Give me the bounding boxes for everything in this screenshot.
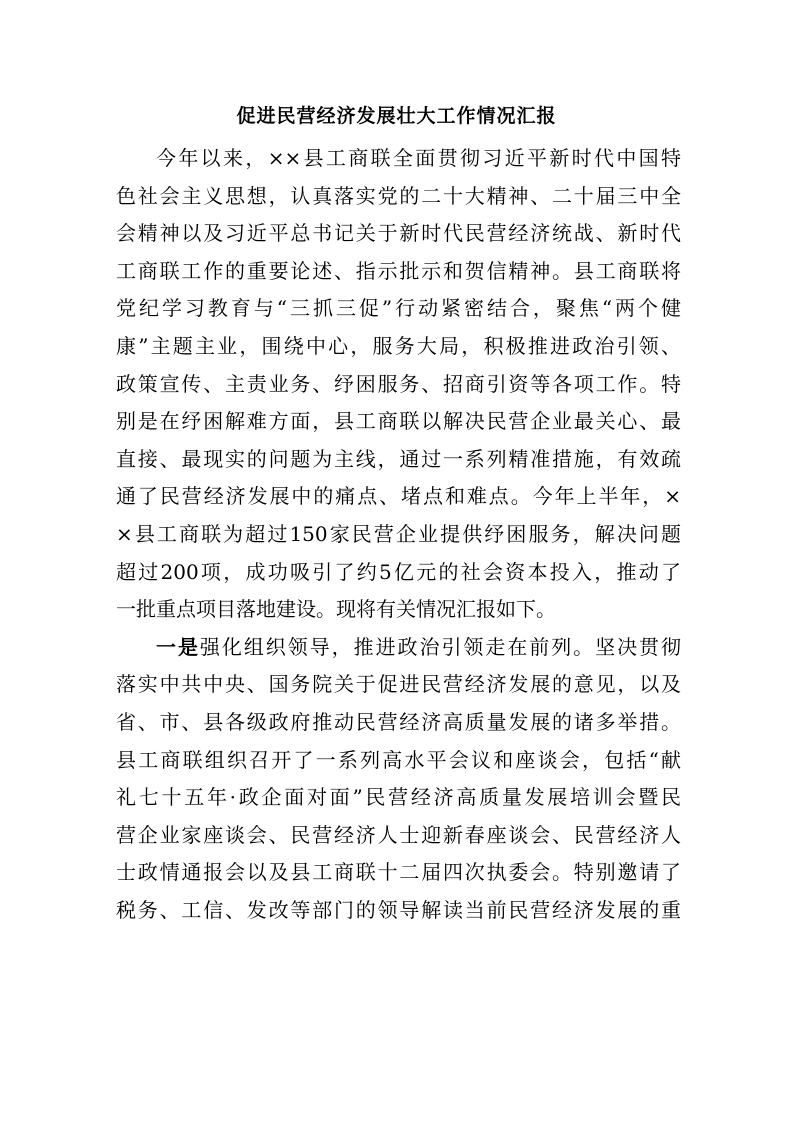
text-line: 礼七十五年·政企面对面”民营经济高质量发展培训会暨民 — [116, 785, 681, 810]
point-lead: 一是 — [156, 634, 200, 659]
text-line: 落实中共中央、国务院关于促进民营经济发展的意见，以及 — [116, 672, 681, 697]
text-line — [116, 629, 681, 667]
text-line: 党纪学习教育与“三抓三促”行动紧密结合，聚焦“两个健 — [116, 296, 681, 321]
text-line: 一批重点项目落地建设。现将有关情况汇报如下。 — [116, 597, 556, 622]
text-line: 税务、工信、发改等部门的领导解读当前民营经济发展的重 — [116, 897, 681, 922]
document-title: 促进民营经济发展壮大工作情况汇报 — [236, 105, 557, 127]
text-line: 康”主题主业，围绕中心，服务大局，积极推进政治引领、 — [116, 333, 681, 358]
text-line: 色社会主义思想，认真落实党的二十大精神、二十届三中全 — [116, 183, 681, 208]
text-line: 政策宣传、主责业务、纾困服务、招商引资等各项工作。特 — [116, 371, 681, 396]
text-line: 工商联工作的重要论述、指示批示和贺信精神。县工商联将 — [116, 258, 681, 283]
document-body — [116, 140, 681, 929]
text-line: ×县工商联为超过150家民营企业提供纾困服务，解决问题 — [116, 521, 681, 546]
text-line: 营企业家座谈会、民营经济人士迎新春座谈会、民营经济人 — [116, 822, 681, 847]
text-line: 超过200项，成功吸引了约5亿元的社会资本投入，推动了 — [116, 559, 681, 584]
point-text: 强化组织领导，推进政治引领走在前列。坚决贯彻 — [199, 634, 682, 659]
text-line: 别是在纾困解难方面，县工商联以解决民营企业最关心、最 — [116, 409, 681, 434]
text-line: 士政情通报会以及县工商联十二届四次执委会。特别邀请了 — [116, 860, 681, 885]
paragraph-intro — [116, 140, 681, 629]
paragraph-first-point — [116, 629, 681, 930]
text-line: 省、市、县各级政府推动民营经济高质量发展的诸多举措。 — [116, 709, 681, 734]
text-line: 直接、最现实的问题为主线，通过一系列精准措施，有效疏 — [116, 446, 681, 471]
text-line: 通了民营经济发展中的痛点、堵点和难点。今年上半年，× — [116, 484, 681, 509]
text-line: 今年以来，××县工商联全面贯彻习近平新时代中国特 — [156, 146, 681, 170]
text-line: 会精神以及习近平总书记关于新时代民营经济统战、新时代 — [116, 221, 681, 246]
text-line: 县工商联组织召开了一系列高水平会议和座谈会，包括“献 — [116, 747, 681, 772]
